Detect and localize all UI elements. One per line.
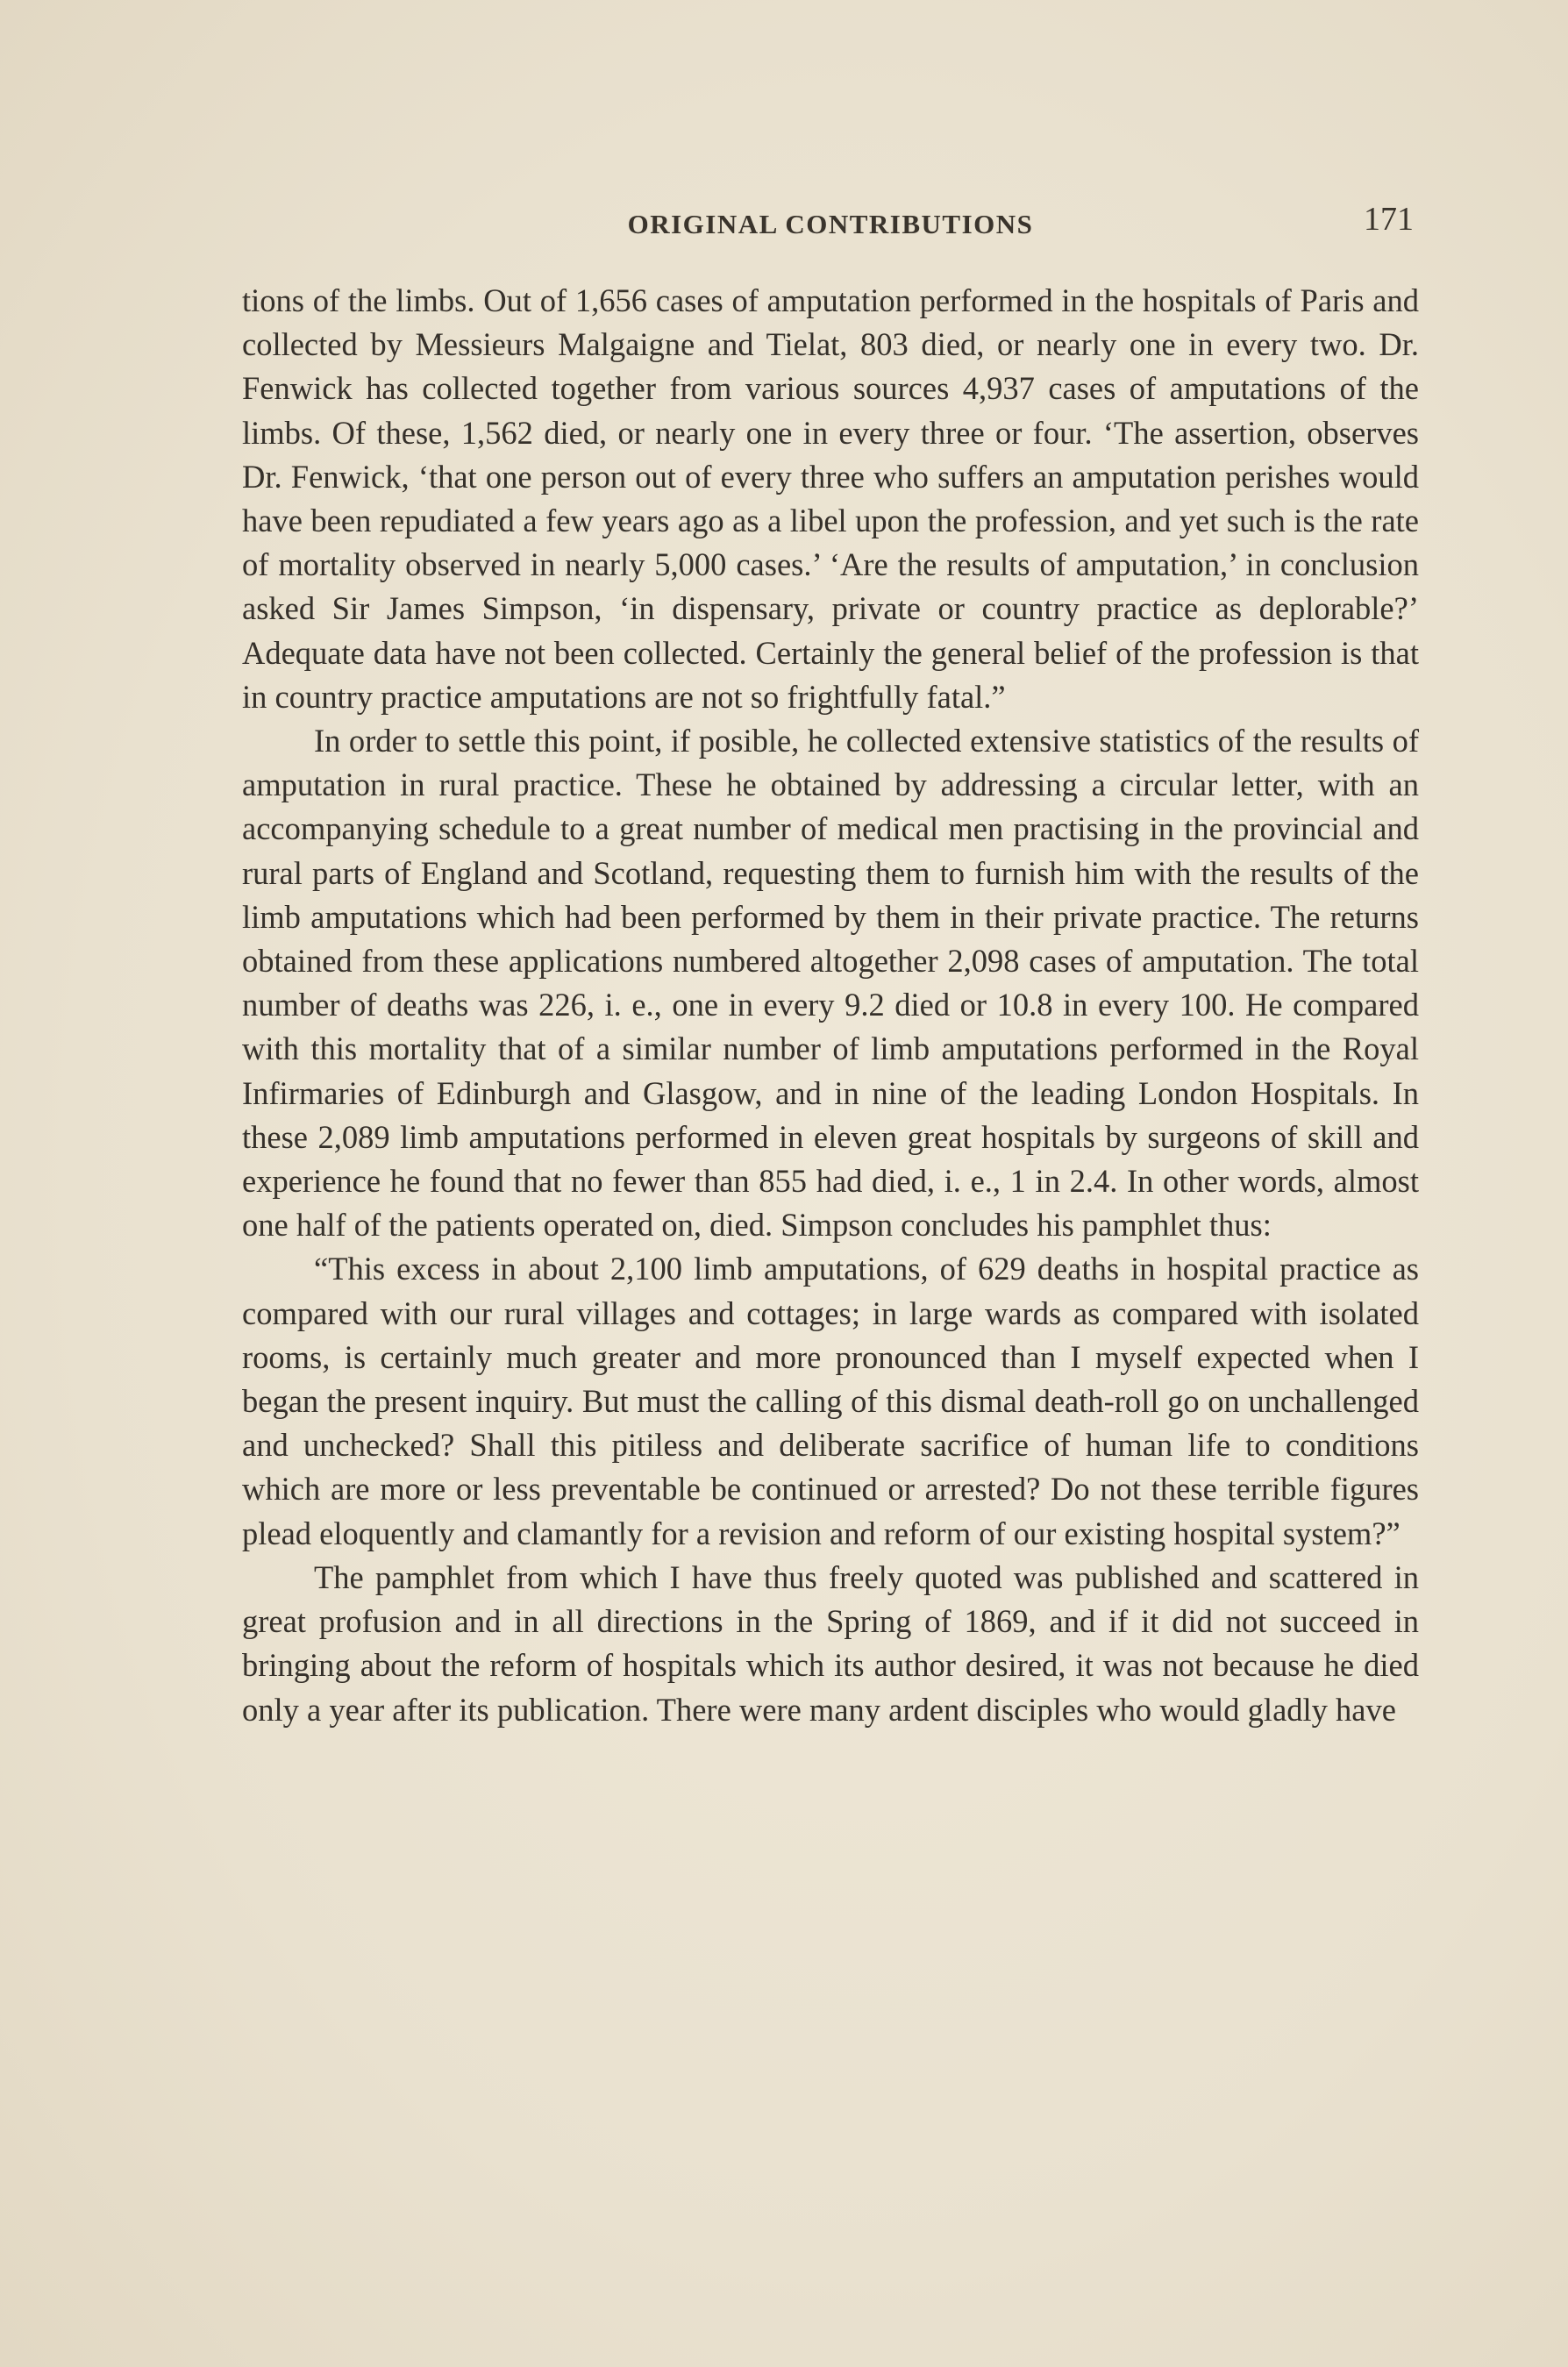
paragraph-2: In order to settle this point, if posible, he collected extensive statistics of the results of amputation in rural practice. These he obtained by addressing a circular letter, with an accompanying schedule to a great number of medical men practising in the provincial and rural parts of England and Scotland, requesting them to furnish him with the results of the limb amputations which had been performed by them in their private practice. The returns obtained from these applications numbered altogether 2,098 cases of amputation. The total number of deaths was 226, i. e., one in every 9.2 died or 10.8 in every 100. He compared with this mortality that of a similar number of limb amputations performed in the Royal Infirmaries of Edinburgh and Glasgow, and in nine of the leading London Hospitals. In these 2,089 limb amputations performed in eleven great hospitals by surgeons of skill and experience he found that no fewer than 855 had died, i. e., 1 in 2.4. In other words, almost one half of the patients operated on, died. Simpson concludes his pamphlet thus: [242, 723, 1419, 1244]
section-title: ORIGINAL CONTRIBUTIONS [627, 209, 1034, 239]
body-text [242, 279, 1419, 1732]
running-head [242, 200, 1419, 249]
paragraph-1: tions of the limbs. Out of 1,656 cases of amputation performed in the hospitals of Paris and collected by Messieurs Malgaigne and Tielat, 803 died, or nearly one in every two. Dr. Fenwick has collected together from various sources 4,937 cases of amputations of the limbs. Of these, 1,562 died, or nearly one in every three or four. ‘The assertion, observes Dr. Fenwick, ‘that one person out of every three who suffers an amputation perishes would have been repudiated a few years ago as a libel upon the profession, and yet such is the rate of mortality observed in nearly 5,000 cases.’ ‘Are the results of amputation,’ in conclusion asked Sir James Simpson, ‘in dispensary, private or country practice as deplorable?’ Adequate data have not been collected. Certainly the general belief of the profession is that in country practice amputations are not so frightfully fatal.” [242, 282, 1419, 715]
page-number: 171 [1364, 201, 1414, 238]
paragraph-4: The pamphlet from which I have thus freely quoted was published and scattered in great profusion and in all directions in the Spring of 1869, and if it did not succeed in bringing about the reform of hospitals which its author desired, it was not because he died only a year after its publication. There were many ardent disciples who would gladly have [242, 1558, 1419, 1728]
paragraph-3-quotation: “This excess in about 2,100 limb amputations, of 629 deaths in hospital practice as compared with our rural villages and cottages; in large wards as compared with isolated rooms, is certainly much greater and more pronounced than I myself expected when I began the present inquiry. But must the calling of this dismal death-roll go on unchallenged and unchecked? Shall this pitiless and deliberate sacrifice of human life to conditions which are more or less preventable be continued or arrested? Do not these terrible figures plead eloquently and clamantly for a revision and reform of our existing hospital system?” [242, 1251, 1419, 1551]
